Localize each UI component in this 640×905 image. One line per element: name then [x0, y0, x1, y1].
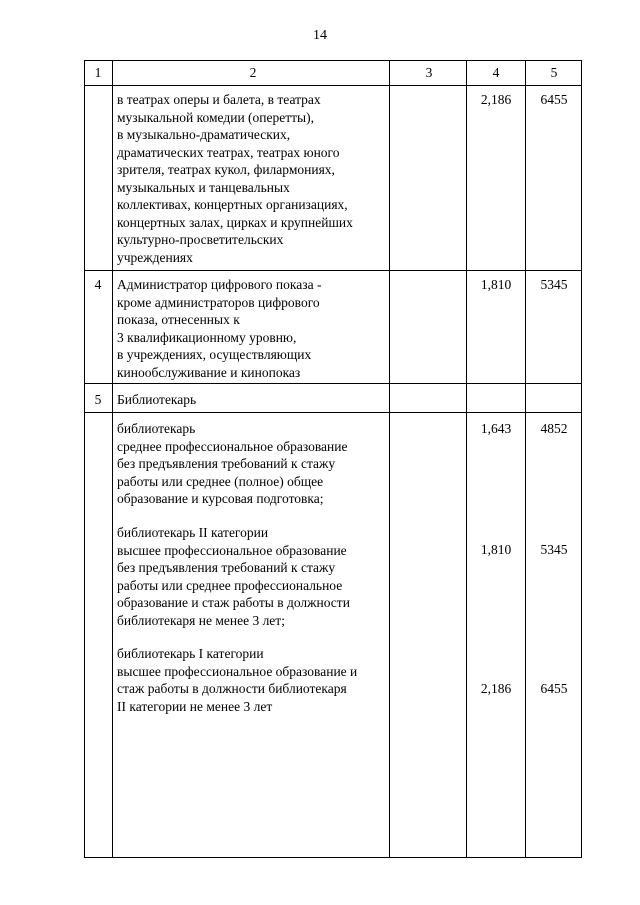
- column-divider: [466, 60, 467, 858]
- row-divider: [84, 412, 582, 413]
- column-divider: [525, 60, 526, 858]
- position-title: Библиотекарь: [117, 392, 197, 407]
- salary-value: 5345: [540, 542, 568, 557]
- table-border-right: [581, 60, 582, 858]
- salary-value: 6455: [540, 92, 568, 107]
- table-border-bottom: [84, 857, 582, 858]
- page-number: 14: [313, 28, 327, 43]
- column-header: 5: [550, 65, 558, 80]
- column-header: 4: [492, 65, 500, 80]
- row-divider: [84, 270, 582, 271]
- position-description: Администратор цифрового показа - кроме администраторов цифрового показа, отнесенных к 3 квалификационному уровню, в учреждениях, осуществляющих кинообслуживание и кинопоказ: [117, 277, 322, 380]
- row-divider: [84, 85, 582, 86]
- column-divider: [112, 60, 113, 858]
- row-number: 4: [94, 277, 102, 292]
- coefficient-value: 2,186: [480, 681, 512, 696]
- coefficient-value: 1,643: [480, 421, 512, 436]
- position-description: библиотекарь II категории высшее профессиональное образование без предъявления требований к стажу работы или среднее профессиональное образование и стаж работы в должности библиотекаря не менее 3 лет;: [117, 525, 350, 628]
- coefficient-value: 1,810: [480, 542, 512, 557]
- coefficient-value: 2,186: [480, 92, 512, 107]
- column-header: 1: [94, 65, 102, 80]
- position-description: в театрах оперы и балета, в театрах музыкальной комедии (оперетты), в музыкально-драматических, драматических театрах, театрах юного зрителя, театрах кукол, филармониях, музыкальных и танцевальных коллективах, концертных организациях, концертных залах, цирках и крупнейших культурно-просветительских учреждениях: [117, 92, 353, 265]
- table-border-top: [84, 60, 582, 61]
- salary-table: [84, 60, 582, 858]
- salary-value: 6455: [540, 681, 568, 696]
- column-divider: [389, 60, 390, 858]
- salary-value: 5345: [540, 277, 568, 292]
- coefficient-value: 1,810: [480, 277, 512, 292]
- position-description: библиотекарь I категории высшее профессиональное образование и стаж работы в должности библиотекаря II категории не менее 3 лет: [117, 646, 358, 714]
- salary-value: 4852: [540, 421, 568, 436]
- column-header: 3: [425, 65, 433, 80]
- table-border-left: [84, 60, 85, 858]
- column-header: 2: [249, 65, 257, 80]
- row-divider: [84, 383, 582, 384]
- position-description: библиотекарь среднее профессиональное образование без предъявления требований к стажу работы или среднее (полное) общее образование и курсовая подготовка;: [117, 421, 348, 506]
- row-number: 5: [94, 392, 102, 407]
